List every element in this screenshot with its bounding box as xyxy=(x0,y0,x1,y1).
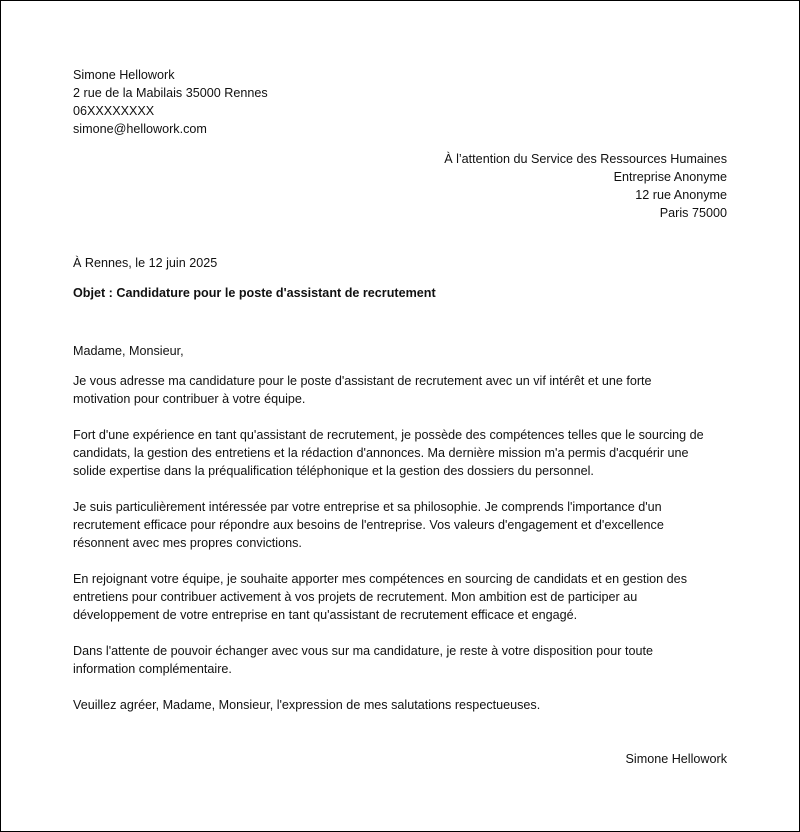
paragraph-line: candidats, la gestion des entretiens et la rédaction d'annonces. Ma dernière mission m'a permis d'acquérir une xyxy=(73,446,689,460)
paragraph-line: solide expertise dans la préqualification téléphonique et la gestion des dossiers du personnel. xyxy=(73,464,594,478)
paragraph-line: entretiens pour contribuer activement à vos projets de recrutement. Mon ambition est de participer au xyxy=(73,590,638,604)
closing-paragraph xyxy=(73,696,733,714)
letter-subject: Objet : Candidature pour le poste d'assistant de recrutement xyxy=(73,286,436,300)
sender-email: simone@hellowork.com xyxy=(73,122,207,136)
body-paragraph xyxy=(73,498,733,552)
recipient-company: Entreprise Anonyme xyxy=(613,170,727,184)
paragraph-line: résonnent avec mes propres convictions. xyxy=(73,536,302,550)
paragraph-line: Veuillez agréer, Madame, Monsieur, l'expression de mes salutations respectueuses. xyxy=(73,698,541,712)
paragraph-line: motivation pour contribuer à votre équipe. xyxy=(73,392,306,406)
body-paragraph xyxy=(73,372,733,408)
body-paragraph xyxy=(73,426,733,480)
paragraph-line: Fort d'une expérience en tant qu'assistant de recrutement, je possède des compétences telles que le sourcing de xyxy=(73,428,704,442)
sender-block xyxy=(73,66,727,138)
body-paragraph xyxy=(73,642,733,678)
paragraph-line: Je vous adresse ma candidature pour le poste d'assistant de recrutement avec un vif intérêt et une forte xyxy=(73,374,652,388)
letter-date: À Rennes, le 12 juin 2025 xyxy=(73,256,218,270)
sender-phone: 06XXXXXXXX xyxy=(73,104,155,118)
recipient-city: Paris 75000 xyxy=(659,206,727,220)
recipient-attention: À l’attention du Service des Ressources Humaines xyxy=(444,152,727,166)
paragraph-line: information complémentaire. xyxy=(73,662,232,676)
letter-greeting: Madame, Monsieur, xyxy=(73,344,184,358)
recipient-street: 12 rue Anonyme xyxy=(635,188,727,202)
paragraph-line: Dans l'attente de pouvoir échanger avec vous sur ma candidature, je reste à votre disposition pour toute xyxy=(73,644,653,658)
paragraph-line: En rejoignant votre équipe, je souhaite apporter mes compétences en sourcing de candidats et en gestion des xyxy=(73,572,687,586)
signature: Simone Hellowork xyxy=(625,752,727,766)
sender-address: 2 rue de la Mabilais 35000 Rennes xyxy=(73,86,268,100)
paragraph-line: Je suis particulièrement intéressée par votre entreprise et sa philosophie. Je comprends l'importance d'un xyxy=(73,500,662,514)
paragraph-line: recrutement efficace pour répondre aux besoins de l'entreprise. Vos valeurs d'engagement et d'excellence xyxy=(73,518,664,532)
paragraph-line: développement de votre entreprise en tant qu'assistant de recrutement efficace et engagé. xyxy=(73,608,578,622)
sender-name: Simone Hellowork xyxy=(73,68,175,82)
body-paragraph xyxy=(73,570,733,624)
recipient-block xyxy=(444,150,727,222)
